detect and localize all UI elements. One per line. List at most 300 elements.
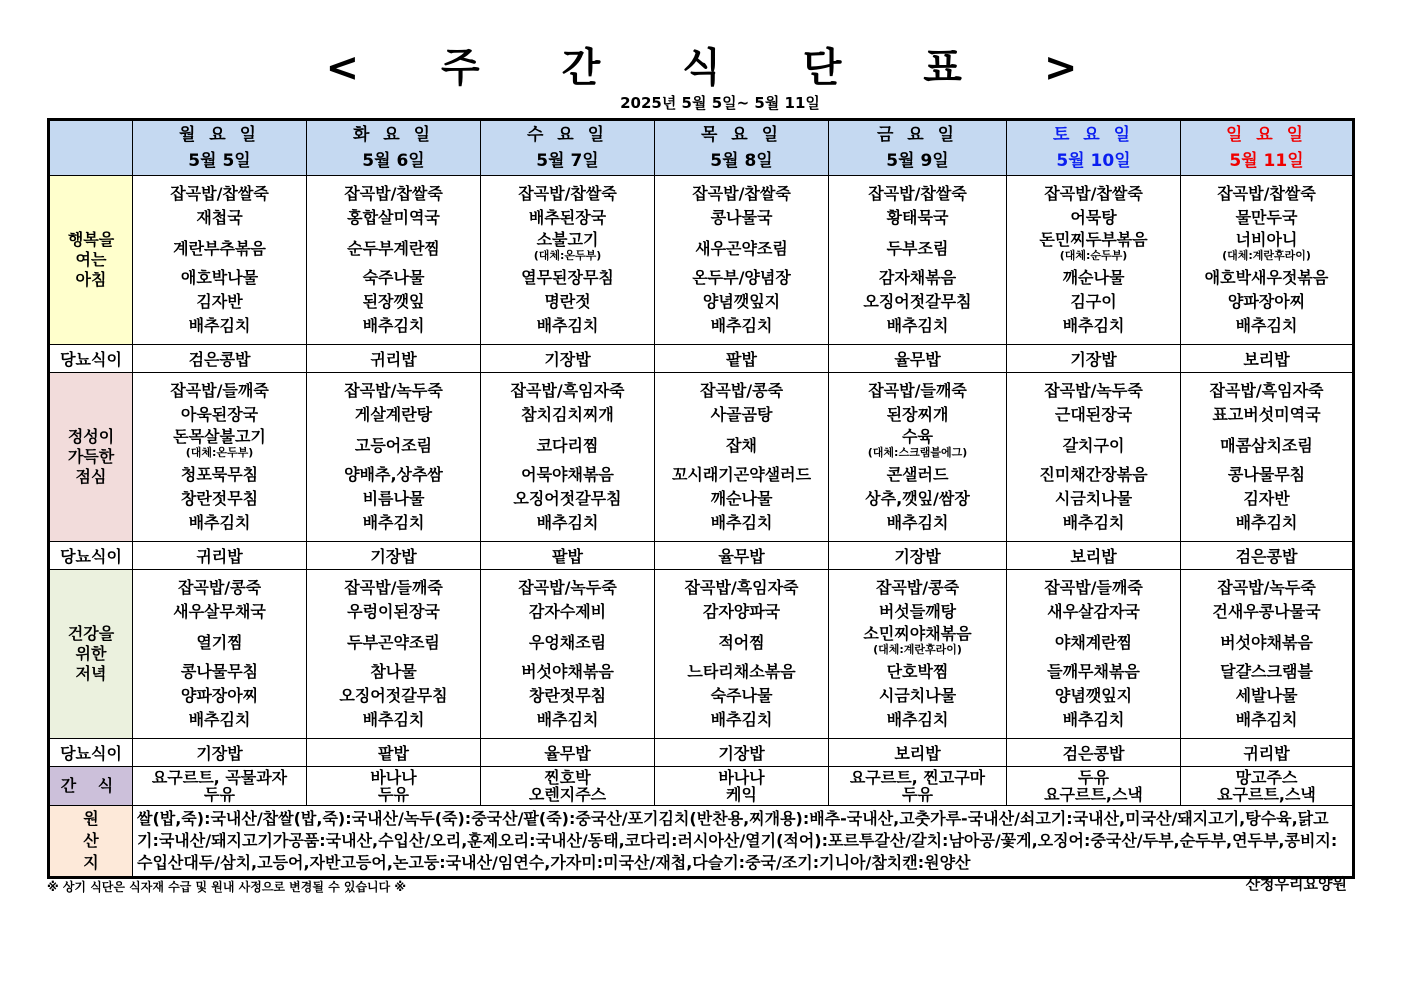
menu-item-text: 참나물 <box>370 662 417 681</box>
header-corner <box>49 120 133 176</box>
snack-cell <box>307 767 481 806</box>
menu-item <box>307 379 480 403</box>
menu-item <box>1181 403 1352 427</box>
snack-item: 찐호박 <box>544 768 591 787</box>
diabetic-menu-cell: 보리밥 <box>1007 542 1181 570</box>
origin-label-char: 산 <box>83 831 99 850</box>
menu-item <box>481 511 654 535</box>
menu-item <box>829 230 1006 266</box>
menu-item-text: 게살계란탕 <box>354 405 433 424</box>
snack-item: 요구르트, 찐고구마 <box>849 768 986 787</box>
day-date: 5월 6일 <box>362 151 425 171</box>
menu-item-text: 된장찌개 <box>886 405 949 424</box>
menu-item-text: 잡곡밥/콩죽 <box>177 578 262 597</box>
dinner-menu-cell <box>829 570 1007 739</box>
day-header-row <box>49 120 1354 176</box>
menu-item <box>1007 576 1180 600</box>
menu-item <box>133 290 306 314</box>
menu-item <box>655 708 828 732</box>
menu-period: 2025년 5월 5일~ 5월 11일 <box>620 94 820 112</box>
meal-label-line: 가득한 <box>67 447 115 466</box>
menu-item-text: 물만두국 <box>1235 208 1298 227</box>
menu-item-text: 시금치나물 <box>878 686 957 705</box>
dinner-menu-cell <box>307 570 481 739</box>
breakfast-menu-cell <box>481 176 655 345</box>
menu-item <box>829 511 1006 535</box>
menu-item <box>829 182 1006 206</box>
menu-item-text: 배추김치 <box>1235 710 1298 729</box>
menu-item <box>1007 511 1180 535</box>
day-date: 5월 11일 <box>1229 151 1304 171</box>
menu-item <box>1007 230 1180 266</box>
menu-item <box>133 487 306 511</box>
menu-item <box>481 182 654 206</box>
menu-item-text: 잡곡밥/찹쌀죽 <box>1044 184 1143 203</box>
meal-label-line: 아침 <box>75 270 107 289</box>
snack-cell <box>655 767 829 806</box>
menu-item <box>655 314 828 338</box>
menu-item <box>481 708 654 732</box>
snack-item: 요구르트,스낵 <box>1217 785 1316 804</box>
day-header <box>133 120 307 176</box>
diabetic-menu-cell: 율무밥 <box>829 345 1007 373</box>
menu-item <box>829 403 1006 427</box>
day-date: 5월 8일 <box>710 151 773 171</box>
menu-item-text: 수육 <box>902 427 933 446</box>
menu-item <box>133 684 306 708</box>
menu-item-text: 배추김치 <box>1062 710 1125 729</box>
menu-item-text: 사골곰탕 <box>710 405 773 424</box>
day-name: 월 요 일 <box>178 125 261 145</box>
menu-item <box>1007 463 1180 487</box>
dinner-menu-cell <box>133 570 307 739</box>
diabetic-menu-cell: 귀리밥 <box>1181 739 1354 767</box>
menu-item <box>1007 290 1180 314</box>
menu-item-text: 애호박나물 <box>180 268 259 287</box>
breakfast-menu-cell <box>829 176 1007 345</box>
snack-cell <box>1007 767 1181 806</box>
menu-item <box>1181 487 1352 511</box>
breakfast-menu-cell <box>655 176 829 345</box>
menu-item-text: 달걀스크램블 <box>1220 662 1313 681</box>
menu-item-text: 잡곡밥/흑임자죽 <box>1209 381 1324 400</box>
menu-item <box>1181 576 1352 600</box>
snack-cell <box>1181 767 1354 806</box>
day-header <box>307 120 481 176</box>
dinner-menu-cell <box>1007 570 1181 739</box>
menu-item <box>307 290 480 314</box>
menu-item <box>1007 487 1180 511</box>
menu-item-text: 잡곡밥/찹쌀죽 <box>344 184 443 203</box>
menu-item-text: 감자양파국 <box>702 602 781 621</box>
diabetic-label: 당뇨식이 <box>49 345 133 373</box>
menu-item-text: 건새우콩나물국 <box>1212 602 1321 621</box>
menu-item-text: 청포묵무침 <box>180 465 259 484</box>
menu-item <box>481 684 654 708</box>
menu-item-text: 콩나물국 <box>710 208 773 227</box>
substitute-note: (대체:계란후라이) <box>873 643 962 656</box>
menu-item <box>655 290 828 314</box>
menu-item <box>133 708 306 732</box>
day-header <box>481 120 655 176</box>
menu-item-text: 버섯야채볶음 <box>521 662 614 681</box>
menu-item <box>655 624 828 660</box>
menu-item <box>133 230 306 266</box>
menu-item-text: 홍합살미역국 <box>347 208 440 227</box>
lunch-label <box>49 373 133 542</box>
menu-item-text: 코다리찜 <box>536 436 599 455</box>
menu-item <box>307 624 480 660</box>
menu-item <box>1007 427 1180 463</box>
snack-item: 두유 <box>378 785 409 804</box>
menu-item-text: 잡곡밥/녹두죽 <box>1044 381 1143 400</box>
menu-item-text: 배추김치 <box>886 316 949 335</box>
day-name: 금 요 일 <box>876 125 959 145</box>
menu-item-text: 잡곡밥/녹두죽 <box>344 381 443 400</box>
menu-item-text: 콘샐러드 <box>886 465 949 484</box>
menu-item <box>655 182 828 206</box>
origin-label-char: 원 <box>83 809 99 828</box>
menu-item-text: 잡곡밥/찹쌀죽 <box>1217 184 1316 203</box>
menu-item-text: 배추김치 <box>536 710 599 729</box>
menu-item-text: 잡곡밥/콩죽 <box>875 578 960 597</box>
menu-item <box>1007 708 1180 732</box>
menu-item-text: 양념깻잎지 <box>702 292 781 311</box>
menu-item <box>655 427 828 463</box>
origin-label <box>49 806 133 878</box>
diabetic-menu-cell: 검은콩밥 <box>133 345 307 373</box>
menu-item-text: 잡곡밥/들깨죽 <box>1044 578 1143 597</box>
menu-item-text: 김자반 <box>1243 489 1290 508</box>
menu-item <box>1007 600 1180 624</box>
lunch-menu-cell <box>1007 373 1181 542</box>
menu-item <box>1007 379 1180 403</box>
menu-item-text: 감자수제비 <box>528 602 607 621</box>
menu-item <box>481 266 654 290</box>
menu-item <box>829 427 1006 463</box>
menu-item <box>1181 660 1352 684</box>
menu-item-text: 우렁이된장국 <box>347 602 440 621</box>
menu-item-text: 순두부계란찜 <box>347 239 440 258</box>
menu-item-text: 배추김치 <box>710 513 773 532</box>
snack-item: 망고주스 <box>1235 768 1298 787</box>
menu-item <box>1181 708 1352 732</box>
day-date: 5월 5일 <box>188 151 251 171</box>
menu-item <box>1181 600 1352 624</box>
menu-item <box>307 314 480 338</box>
menu-item-text: 돈목살불고기 <box>173 427 266 446</box>
menu-item <box>829 314 1006 338</box>
snack-item: 두유 <box>204 785 235 804</box>
menu-item <box>1007 266 1180 290</box>
menu-item-text: 잡곡밥/콩죽 <box>699 381 784 400</box>
menu-item-text: 콩나물무침 <box>1227 465 1306 484</box>
menu-item-text: 고등어조림 <box>354 436 433 455</box>
diabetic-menu-cell: 팥밥 <box>655 345 829 373</box>
menu-item <box>1181 206 1352 230</box>
menu-item <box>655 684 828 708</box>
diabetic-menu-cell: 보리밥 <box>1181 345 1354 373</box>
menu-item-text: 새우곤약조림 <box>695 239 788 258</box>
menu-item-text: 들깨무채볶음 <box>1047 662 1140 681</box>
menu-item <box>1181 511 1352 535</box>
diabetic-menu-cell: 기장밥 <box>655 739 829 767</box>
menu-item <box>655 660 828 684</box>
menu-item <box>133 600 306 624</box>
menu-item <box>481 427 654 463</box>
menu-item <box>655 576 828 600</box>
day-name: 일 요 일 <box>1225 125 1308 145</box>
menu-item <box>133 511 306 535</box>
day-date: 5월 7일 <box>536 151 599 171</box>
menu-item-text: 양배추,상추쌈 <box>344 465 443 484</box>
snack-cell <box>481 767 655 806</box>
menu-item-text: 배추김치 <box>1235 513 1298 532</box>
menu-item <box>829 463 1006 487</box>
menu-item <box>1181 182 1352 206</box>
menu-item <box>481 379 654 403</box>
day-header <box>655 120 829 176</box>
menu-item-text: 표고버섯미역국 <box>1212 405 1321 424</box>
diabetic-menu-cell: 귀리밥 <box>133 542 307 570</box>
menu-item <box>481 206 654 230</box>
menu-item-text: 새우살감자국 <box>1047 602 1140 621</box>
menu-item <box>829 576 1006 600</box>
menu-item <box>307 206 480 230</box>
menu-item <box>481 624 654 660</box>
menu-item <box>307 427 480 463</box>
menu-item <box>655 511 828 535</box>
meal-label-line: 점심 <box>75 467 107 486</box>
menu-item-text: 시금치나물 <box>1054 489 1133 508</box>
menu-item <box>307 266 480 290</box>
menu-item-text: 오징어젓갈무침 <box>513 489 622 508</box>
dinner-menu-cell <box>481 570 655 739</box>
menu-item <box>133 182 306 206</box>
menu-item-text: 된장깻잎 <box>362 292 425 311</box>
menu-item-text: 소불고기 <box>536 230 599 249</box>
menu-item <box>1007 660 1180 684</box>
snack-item: 두유 <box>1078 768 1109 787</box>
menu-item <box>1181 684 1352 708</box>
breakfast-menu-cell <box>1007 176 1181 345</box>
menu-item-text: 창란젓무침 <box>180 489 259 508</box>
menu-item <box>307 511 480 535</box>
day-name: 화 요 일 <box>352 125 435 145</box>
menu-item <box>133 314 306 338</box>
menu-item-text: 배추김치 <box>188 513 251 532</box>
menu-item-text: 오징어젓갈무침 <box>339 686 448 705</box>
menu-item-text: 열무된장무침 <box>521 268 614 287</box>
lunch-menu-cell <box>481 373 655 542</box>
menu-item-text: 배추김치 <box>886 710 949 729</box>
diabetic-menu-cell: 기장밥 <box>829 542 1007 570</box>
day-header-saturday <box>1007 120 1181 176</box>
menu-item <box>133 403 306 427</box>
menu-item <box>655 230 828 266</box>
menu-item-text: 황태묵국 <box>886 208 949 227</box>
menu-item-text: 열기찜 <box>196 633 243 652</box>
day-header-sunday <box>1181 120 1354 176</box>
menu-item <box>655 206 828 230</box>
lunch-menu-cell <box>133 373 307 542</box>
menu-item <box>307 182 480 206</box>
day-header <box>829 120 1007 176</box>
meal-label-line: 건강을 <box>67 624 115 643</box>
substitute-note: (대체:순두부) <box>1059 249 1128 262</box>
menu-item <box>133 660 306 684</box>
meal-label-line: 위한 <box>75 644 107 663</box>
breakfast-menu-cell <box>307 176 481 345</box>
menu-item-text: 깨순나물 <box>1062 268 1125 287</box>
menu-item-text: 두부조림 <box>886 239 949 258</box>
dinner-menu-cell <box>655 570 829 739</box>
menu-item-text: 명란젓 <box>544 292 591 311</box>
menu-item <box>1181 624 1352 660</box>
snack-item: 케익 <box>726 785 757 804</box>
menu-item-text: 배추김치 <box>1062 316 1125 335</box>
menu-item <box>829 487 1006 511</box>
menu-item-text: 재첩국 <box>196 208 243 227</box>
menu-item <box>829 684 1006 708</box>
menu-item-text: 너비아니 <box>1235 230 1298 249</box>
menu-item-text: 김구이 <box>1070 292 1117 311</box>
menu-item-text: 단호박찜 <box>886 662 949 681</box>
menu-item <box>1007 314 1180 338</box>
menu-item <box>1007 684 1180 708</box>
menu-item-text: 느타리채소볶음 <box>687 662 796 681</box>
menu-item-text: 숙주나물 <box>362 268 425 287</box>
menu-item <box>829 290 1006 314</box>
menu-item-text: 배추김치 <box>536 513 599 532</box>
menu-item <box>1007 182 1180 206</box>
menu-item-text: 야채계란찜 <box>1054 633 1133 652</box>
menu-item-text: 갈치구이 <box>1062 436 1125 455</box>
menu-item-text: 배추김치 <box>362 513 425 532</box>
diabetic-menu-cell: 팥밥 <box>307 739 481 767</box>
menu-item-text: 배추김치 <box>362 710 425 729</box>
menu-item <box>307 660 480 684</box>
menu-item <box>481 230 654 266</box>
menu-item <box>829 660 1006 684</box>
menu-item <box>829 624 1006 660</box>
menu-item-text: 어묵탕 <box>1070 208 1117 227</box>
menu-item <box>133 624 306 660</box>
lunch-menu-cell <box>1181 373 1354 542</box>
lunch-menu-cell <box>829 373 1007 542</box>
menu-item <box>481 290 654 314</box>
snack-item: 바나나 <box>370 768 417 787</box>
menu-item <box>1007 206 1180 230</box>
menu-item-text: 깨순나물 <box>710 489 773 508</box>
menu-item <box>133 463 306 487</box>
menu-item-text: 숙주나물 <box>710 686 773 705</box>
menu-item-text: 새우살무채국 <box>173 602 266 621</box>
menu-item <box>307 576 480 600</box>
menu-item <box>307 708 480 732</box>
menu-item-text: 우엉채조림 <box>528 633 607 652</box>
meal-label-line: 저녁 <box>75 664 107 683</box>
snack-item: 요구르트,스낵 <box>1044 785 1143 804</box>
meal-label-line: 정성이 <box>67 427 115 446</box>
menu-item <box>307 684 480 708</box>
menu-item-text: 상추,깻잎/쌈장 <box>865 489 970 508</box>
menu-item-text: 잡채 <box>726 436 757 455</box>
menu-item <box>1181 230 1352 266</box>
menu-item-text: 창란젓무침 <box>528 686 607 705</box>
menu-item <box>1181 463 1352 487</box>
menu-item-text: 잡곡밥/들깨죽 <box>344 578 443 597</box>
menu-item-text: 소민찌야채볶음 <box>863 624 972 643</box>
menu-item <box>307 230 480 266</box>
diabetic-label: 당뇨식이 <box>49 542 133 570</box>
breakfast-menu-cell <box>1181 176 1354 345</box>
substitute-note: (대체:온두부) <box>533 249 602 262</box>
menu-item <box>1181 290 1352 314</box>
dinner-row <box>49 570 1354 739</box>
menu-item-text: 꼬시래기곤약샐러드 <box>671 465 812 484</box>
diabetic-menu-cell: 기장밥 <box>133 739 307 767</box>
diabetic-menu-cell: 귀리밥 <box>307 345 481 373</box>
menu-item-text: 버섯야채볶음 <box>1220 633 1313 652</box>
menu-item-text: 잡곡밥/녹두죽 <box>1217 578 1316 597</box>
diabetic-menu-cell: 검은콩밥 <box>1181 542 1354 570</box>
menu-item-text: 잡곡밥/흑임자죽 <box>510 381 625 400</box>
menu-footnote: ※ 상기 식단은 식자재 수급 및 원내 사정으로 변경될 수 있습니다 ※ <box>47 880 407 894</box>
menu-item-text: 잡곡밥/찹쌀죽 <box>170 184 269 203</box>
menu-item-text: 오징어젓갈무침 <box>863 292 972 311</box>
menu-item-text: 계란부추볶음 <box>173 239 266 258</box>
origin-text: 쌀(밥,죽):국내산/찹쌀(밥,죽):국내산/녹두(죽):중국산/팥(죽):중국산/포기김치(반찬용,찌개용):배추-국내산,고춧가루-국내산/쇠고기:국내산,미국산/돼지고기,탕수육,닭고기:국내산/돼지고기가공품:국내산,수입산/오리,훈제오리:국내산/동태,코다리:러시아산/열기(적어):포르투갈산/갈치:남아공/꽃게,오징어:중국산/두부,순두부,연두부,콩비지:수입산대두/삼치,고등어,자반고등어,논고둥:국내산/임연수,가자미:미국산/재첩,다슬기:중국/조기:기니아/참치캔:원양산 <box>133 806 1354 878</box>
menu-item-text: 애호박새우젓볶음 <box>1204 268 1329 287</box>
menu-item <box>481 487 654 511</box>
menu-item <box>307 600 480 624</box>
menu-item-text: 두부곤약조림 <box>347 633 440 652</box>
snack-item: 바나나 <box>718 768 765 787</box>
menu-item <box>829 206 1006 230</box>
menu-item <box>655 379 828 403</box>
menu-item-text: 진미채간장볶음 <box>1039 465 1148 484</box>
menu-item-text: 매콤삼치조림 <box>1220 436 1313 455</box>
diabetic-menu-cell: 기장밥 <box>1007 345 1181 373</box>
menu-item <box>829 379 1006 403</box>
weekly-menu-table <box>47 118 1355 879</box>
breakfast-label <box>49 176 133 345</box>
menu-item-text: 배추김치 <box>710 710 773 729</box>
menu-item <box>655 403 828 427</box>
snack-cell <box>133 767 307 806</box>
menu-item <box>655 487 828 511</box>
lunch-diabetic-row <box>49 542 1354 570</box>
diabetic-menu-cell: 기장밥 <box>307 542 481 570</box>
day-name: 목 요 일 <box>700 125 783 145</box>
menu-item-text: 잡곡밥/들깨죽 <box>868 381 967 400</box>
snack-row <box>49 767 1354 806</box>
origin-row <box>49 806 1354 878</box>
menu-item <box>481 600 654 624</box>
menu-item-text: 참치김치찌개 <box>521 405 614 424</box>
diabetic-menu-cell: 율무밥 <box>655 542 829 570</box>
menu-item <box>133 379 306 403</box>
menu-item-text: 세발나물 <box>1235 686 1298 705</box>
menu-item-text: 콩나물무침 <box>180 662 259 681</box>
menu-item <box>1007 624 1180 660</box>
substitute-note: (대체:온두부) <box>185 446 254 459</box>
menu-item-text: 양파장아찌 <box>180 686 259 705</box>
menu-item-text: 배추김치 <box>710 316 773 335</box>
menu-item-text: 아욱된장국 <box>180 405 259 424</box>
day-name: 토 요 일 <box>1052 125 1135 145</box>
